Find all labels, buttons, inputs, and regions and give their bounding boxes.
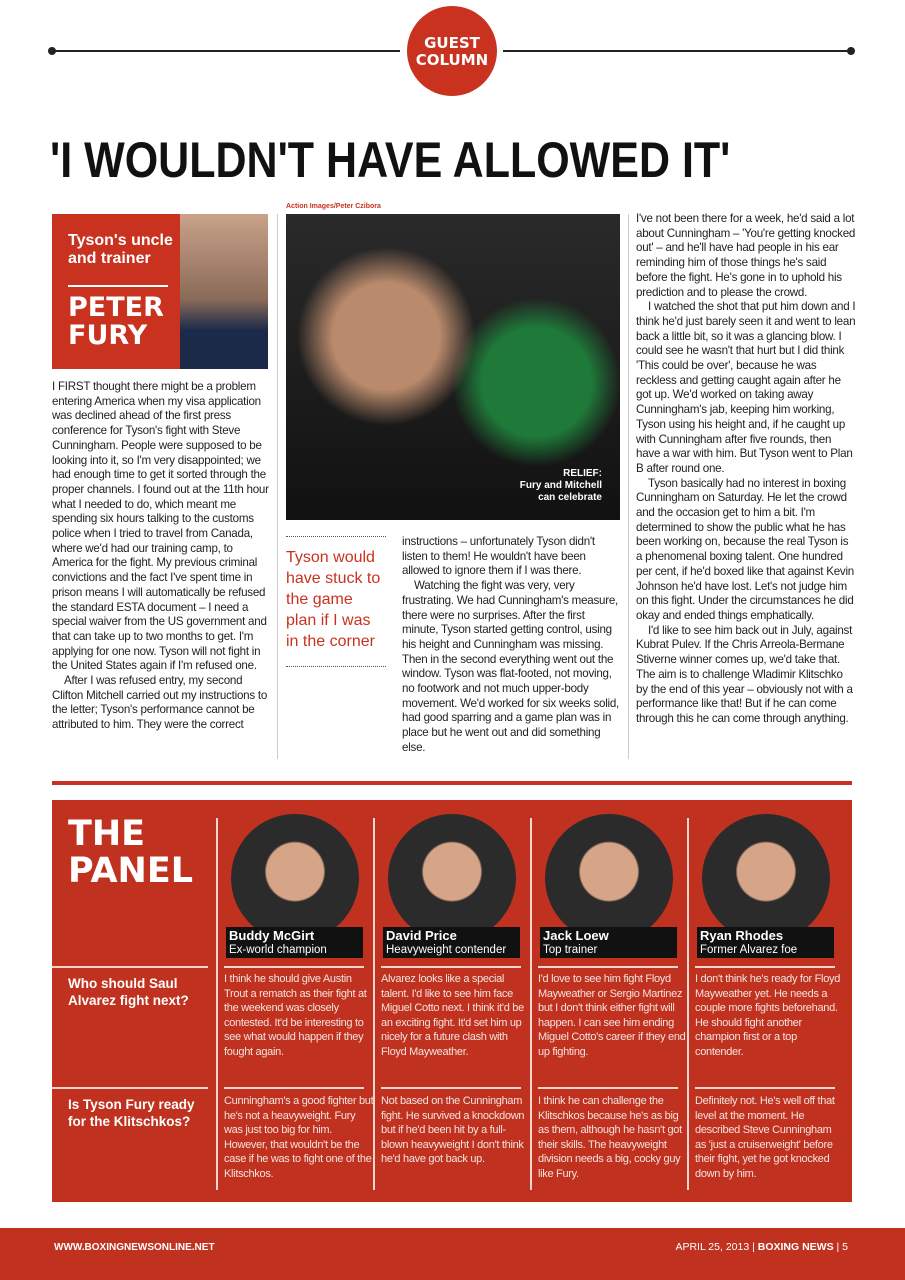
row-divider [538,1087,678,1089]
row-divider [381,1087,521,1089]
badge-line: GUEST [424,34,480,52]
paragraph: After I was refused entry, my second Clifton Mitchell carried out my instructions to the letter; Tyson's performance cannot be attributed to him. They were the correct [52,674,268,732]
article-column-2 [402,535,622,756]
panelist-role: Former Alvarez foe [700,944,798,956]
panelist-name: Ryan Rhodes [700,928,784,943]
guest-column-badge [407,6,497,96]
column-divider [216,818,218,1190]
column-divider [628,214,629,759]
row-divider [224,966,364,968]
panelist-label [226,927,363,958]
paragraph: I've not been there for a week, he'd said a lot about Cunningham – 'You're getting knocked out' – and he'll have had people in his ear reminding him of those things he's said before the fight. He's gone in to uphold his prediction and to please the crowd. [636,212,856,299]
panel-answer: Alvarez looks like a special talent. I'd like to see him face Miguel Cotto next. I think it'd be an exciting fight. It'd set him up nicely for a future clash with Floyd Mayweather. [381,973,524,1058]
paragraph: I FIRST thought there might be a problem entering America when my visa application was declined ahead of the first press conference for Tyson's fight with Steve Cunningham. People were supposed to be looking into it, so I'm very disappointed; we had enough time to get it sorted through the proper channels. I found out at the 11th hour what I needed to do, which meant me spending six hours talking to the customs police when I tried to travel from Canada, where we'd had our training camp, to America for the fight. My previous criminal convictions and the fact I've spent time in prison means I will automatically be refused the standard ESTA document – I need a special waiver from the US government and that can take up to two months to get. I'm applying for one now. Tyson will not fight in the United States again if I'm refused one. [52,380,269,673]
caption-lead: RELIEF: [563,468,602,479]
issue-date: APRIL 25, 2013 [675,1241,750,1253]
publication-name: BOXING NEWS [757,1241,834,1253]
question-2: Is Tyson Fury ready for the Klitschkos? [68,1097,195,1129]
divider [68,285,168,287]
row-divider [381,966,521,968]
paragraph: I'd like to see him back out in July, against Kubrat Pulev. If the Chris Arreola-Bermane Stiverne winner comes up, we'd take that. The aim is to challenge Wladimir Klitschko by the end of this year – obviously not with a performance like that! But if he can come through this he can come through anything. [636,623,853,725]
panelist-photo [545,814,673,942]
caption-line: Fury and Mitchell [519,480,602,491]
row-divider [52,1087,208,1089]
row-divider [224,1087,364,1089]
rule-dot [48,47,56,55]
column-divider [687,818,689,1190]
paragraph: Tyson basically had no interest in boxing Cunningham on Saturday. He let the crowd and the occasion get to him a bit. I'm determined to show the public what he has been working on, because the real Tyson is a phenomenal boxing talent. One hundred per cent, if he'd boxed like that against Kevin Johnson he'd have lost. Let's not judge him on this fight. Under the circumstances he did okay and ended things emphatically. [636,476,854,622]
top-rule-right [503,50,851,52]
footer-info: APRIL 25, 2013 | BOXING NEWS | 5 [675,1241,848,1253]
name-line: FURY [68,320,148,351]
title-line: PANEL [68,851,194,891]
author-name [68,294,164,350]
row-divider [695,1087,835,1089]
caption-line: can celebrate [538,492,602,503]
section-rule [52,781,852,785]
website-url: WWW.BOXINGNEWSONLINE.NET [54,1242,215,1253]
the-panel [52,800,852,1202]
panelist-role: Top trainer [543,944,598,956]
panel-answer: Not based on the Cunningham fight. He survived a knockdown but if he'd been hit by a full-blown heavyweight I don't think he'd have got back up. [381,1095,525,1166]
panel-answer: I think he can challenge the Klitschkos because he's as big as them, although he hasn't got their skills. The heavyweight division needs a big, cocky guy like Fury. [538,1095,682,1180]
page-number: 5 [842,1241,848,1253]
panelist-label [697,927,834,958]
row-divider [52,966,208,968]
author-photo [180,214,268,369]
panel-title [68,816,193,890]
panelist-name: David Price [386,928,457,943]
article-column-1 [52,380,270,733]
column-divider [530,818,532,1190]
author-box [52,214,268,369]
fight-photo [286,214,620,520]
panelist-label [383,927,520,958]
author-role: Tyson's uncle and trainer [68,232,173,267]
rule-dot [847,47,855,55]
panelist-label [540,927,677,958]
title-line: THE [68,814,146,854]
panelist-name: Jack Loew [543,928,609,943]
badge-line: COLUMN [415,51,489,69]
column-divider [373,818,375,1190]
paragraph: instructions – unfortunately Tyson didn't listen to them! He wouldn't have been allowed to ignore them if I was there. [402,535,595,578]
panelist-name: Buddy McGirt [229,928,315,943]
column-divider [277,214,278,759]
paragraph: I watched the shot that put him down and I think he'd just barely seen it and went to lean back a little bit, so it was a glancing blow. I could see he wasn't that hurt but I did think 'This could be over', because he was reckless and getting caught again after he got up. We'd worked on taking away Cunningham's jab, keeping him working, Tyson using his height and, if he caught up with Cunningham after five rounds, then have a war with him. But Tyson went to Plan B after round one. [636,300,856,475]
panelist-photo [702,814,830,942]
panel-answer: I think he should give Austin Trout a rematch as their fight at the weekend was closely contested. It'd be interesting to see what would happen if they fought again. [224,973,367,1058]
pull-quote: Tyson would have stuck to the game plan if I was in the corner [286,536,386,667]
row-divider [538,966,678,968]
panel-answer: Cunningham's a good fighter but he's not a heavyweight. Fury was just too big for him. However, that wouldn't be the case if he was to fight one of the Klitschkos. [224,1095,374,1180]
panel-answer: I don't think he's ready for Floyd Mayweather yet. He needs a couple more fights beforehand. He should fight another champion first or a top contender. [695,973,841,1058]
panelist-role: Heavyweight contender [386,944,507,956]
panelist-role: Ex-world champion [229,944,327,956]
photo-credit: Action Images/Peter Czibora [286,203,381,210]
photo-caption [520,468,602,504]
panel-answer: I'd love to see him fight Floyd Mayweather or Sergio Martinez but I don't think either fight will happen. I can see him ending Miguel Cotto's career if they end up fighting. [538,973,686,1058]
panelist-photo [231,814,359,942]
headline: 'I WOULDN'T HAVE ALLOWED IT' [50,132,731,188]
paragraph: Watching the fight was very, very frustrating. We had Cunningham's measure, there were no surprises. After the first minute, Tyson started getting control, using his height and Cunningham was missing. Then in the second everything went out the window. Tyson was flat-footed, not moving, no footwork and not much upper-body movement. We'd worked for six weeks solid, had good sparring and a game plan was in place but he went out and did something else. [402,579,620,754]
panelist-photo [388,814,516,942]
top-rule-left [52,50,400,52]
row-divider [695,966,835,968]
name-line: PETER [68,292,164,323]
article-column-3 [636,212,856,727]
panel-answer: Definitely not. He's well off that level at the moment. He described Steve Cunningham as 'just a cruiserweight' before their fight, yet he got knocked down by him. [695,1095,835,1180]
footer [0,1228,905,1280]
question-1: Who should Saul Alvarez fight next? [68,976,189,1008]
